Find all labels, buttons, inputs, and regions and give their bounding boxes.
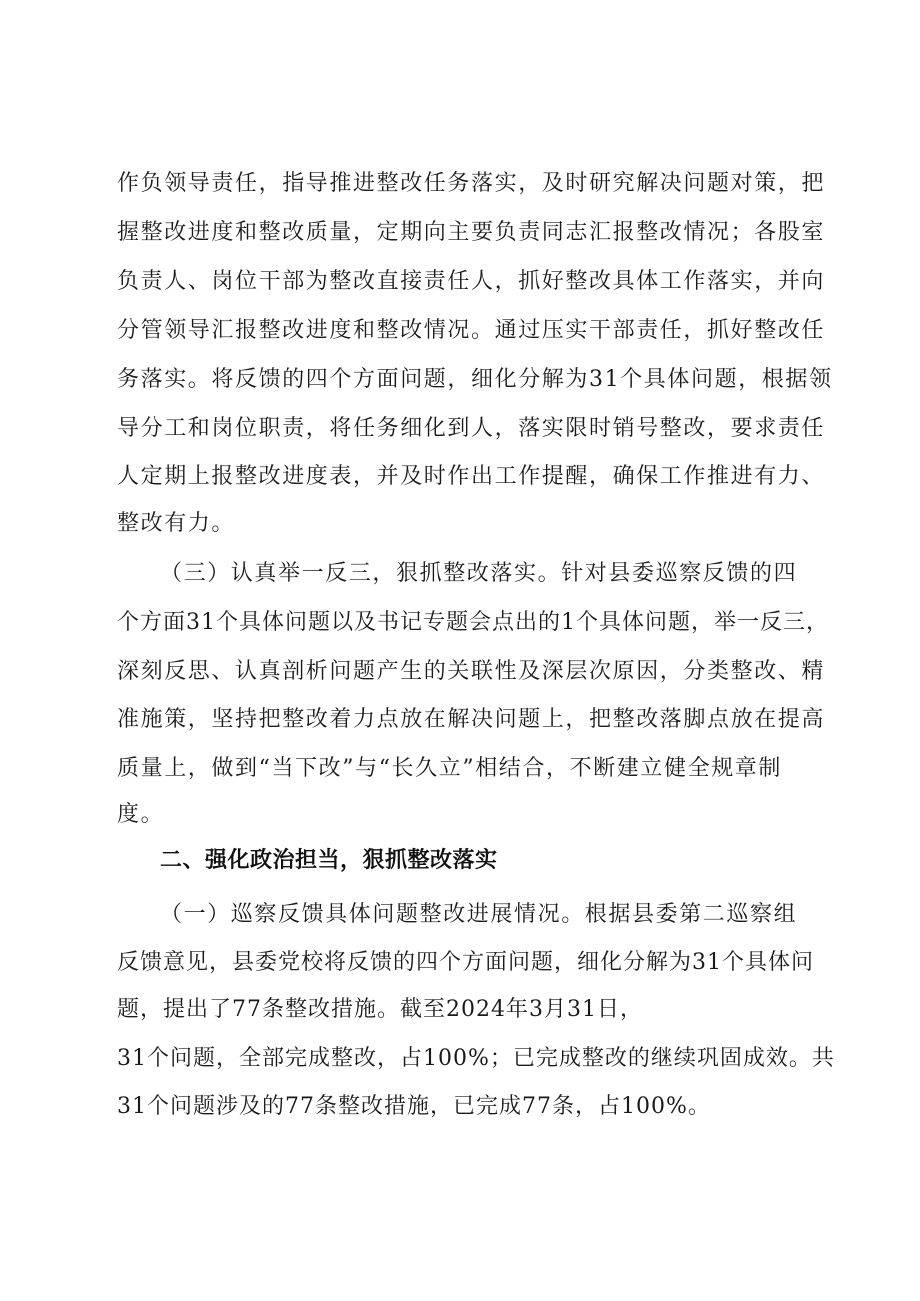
body-line: 整改有力。 xyxy=(117,511,236,536)
body-line: 准施策，坚持把整改着力点放在解决问题上，把整改落脚点放在提高 xyxy=(117,707,826,732)
section-heading: 二、强化政治担当，狠抓整改落实 xyxy=(160,848,498,873)
body-line: 质量上，做到“当下改”与“长久立”相结合，不断建立健全规章制 xyxy=(117,756,782,781)
paragraph-first-line: （三）认真举一反三，狠抓整改落实。针对县委巡察反馈的四 xyxy=(160,561,798,586)
body-line: 31个问题，全部完成整改，占100%；已完成整改的继续巩固成效。共 xyxy=(117,1046,835,1071)
paragraph-first-line: （一）巡察反馈具体问题整改进展情况。根据县委第二巡察组 xyxy=(160,902,798,927)
body-line: 度。 xyxy=(117,802,165,827)
body-line: 务落实。将反馈的四个方面问题，细化分解为31个具体问题，根据领 xyxy=(117,367,833,392)
body-line: 31个问题涉及的77条整改措施，已完成77条，占100%。 xyxy=(117,1094,711,1119)
body-line: 负责人、岗位干部为整改直接责任人，抓好整改具体工作落实，并向 xyxy=(117,269,826,294)
body-line: 人定期上报整改进度表，并及时作出工作提醒，确保工作推进有力、 xyxy=(117,464,826,489)
body-line: 反馈意见，县委党校将反馈的四个方面问题，细化分解为31个具体问 xyxy=(117,950,814,975)
body-line: 个方面31个具体问题以及书记专题会点出的1个具体问题，举一反三， xyxy=(117,610,829,635)
body-line: 分管领导汇报整改进度和整改情况。通过压实干部责任，抓好整改任 xyxy=(117,318,826,343)
body-line: 题，提出了77条整改措施。截至2024年3月31日， xyxy=(117,997,643,1022)
body-line: 导分工和岗位职责，将任务细化到人，落实限时销号整改，要求责任 xyxy=(117,416,826,441)
body-line: 作负领导责任，指导推进整改任务落实，及时研究解决问题对策，把 xyxy=(117,171,826,196)
body-line: 握整改进度和整改质量，定期向主要负责同志汇报整改情况；各股室 xyxy=(117,220,826,245)
body-line: 深刻反思、认真剖析问题产生的关联性及深层次原因，分类整改、精 xyxy=(117,659,826,684)
